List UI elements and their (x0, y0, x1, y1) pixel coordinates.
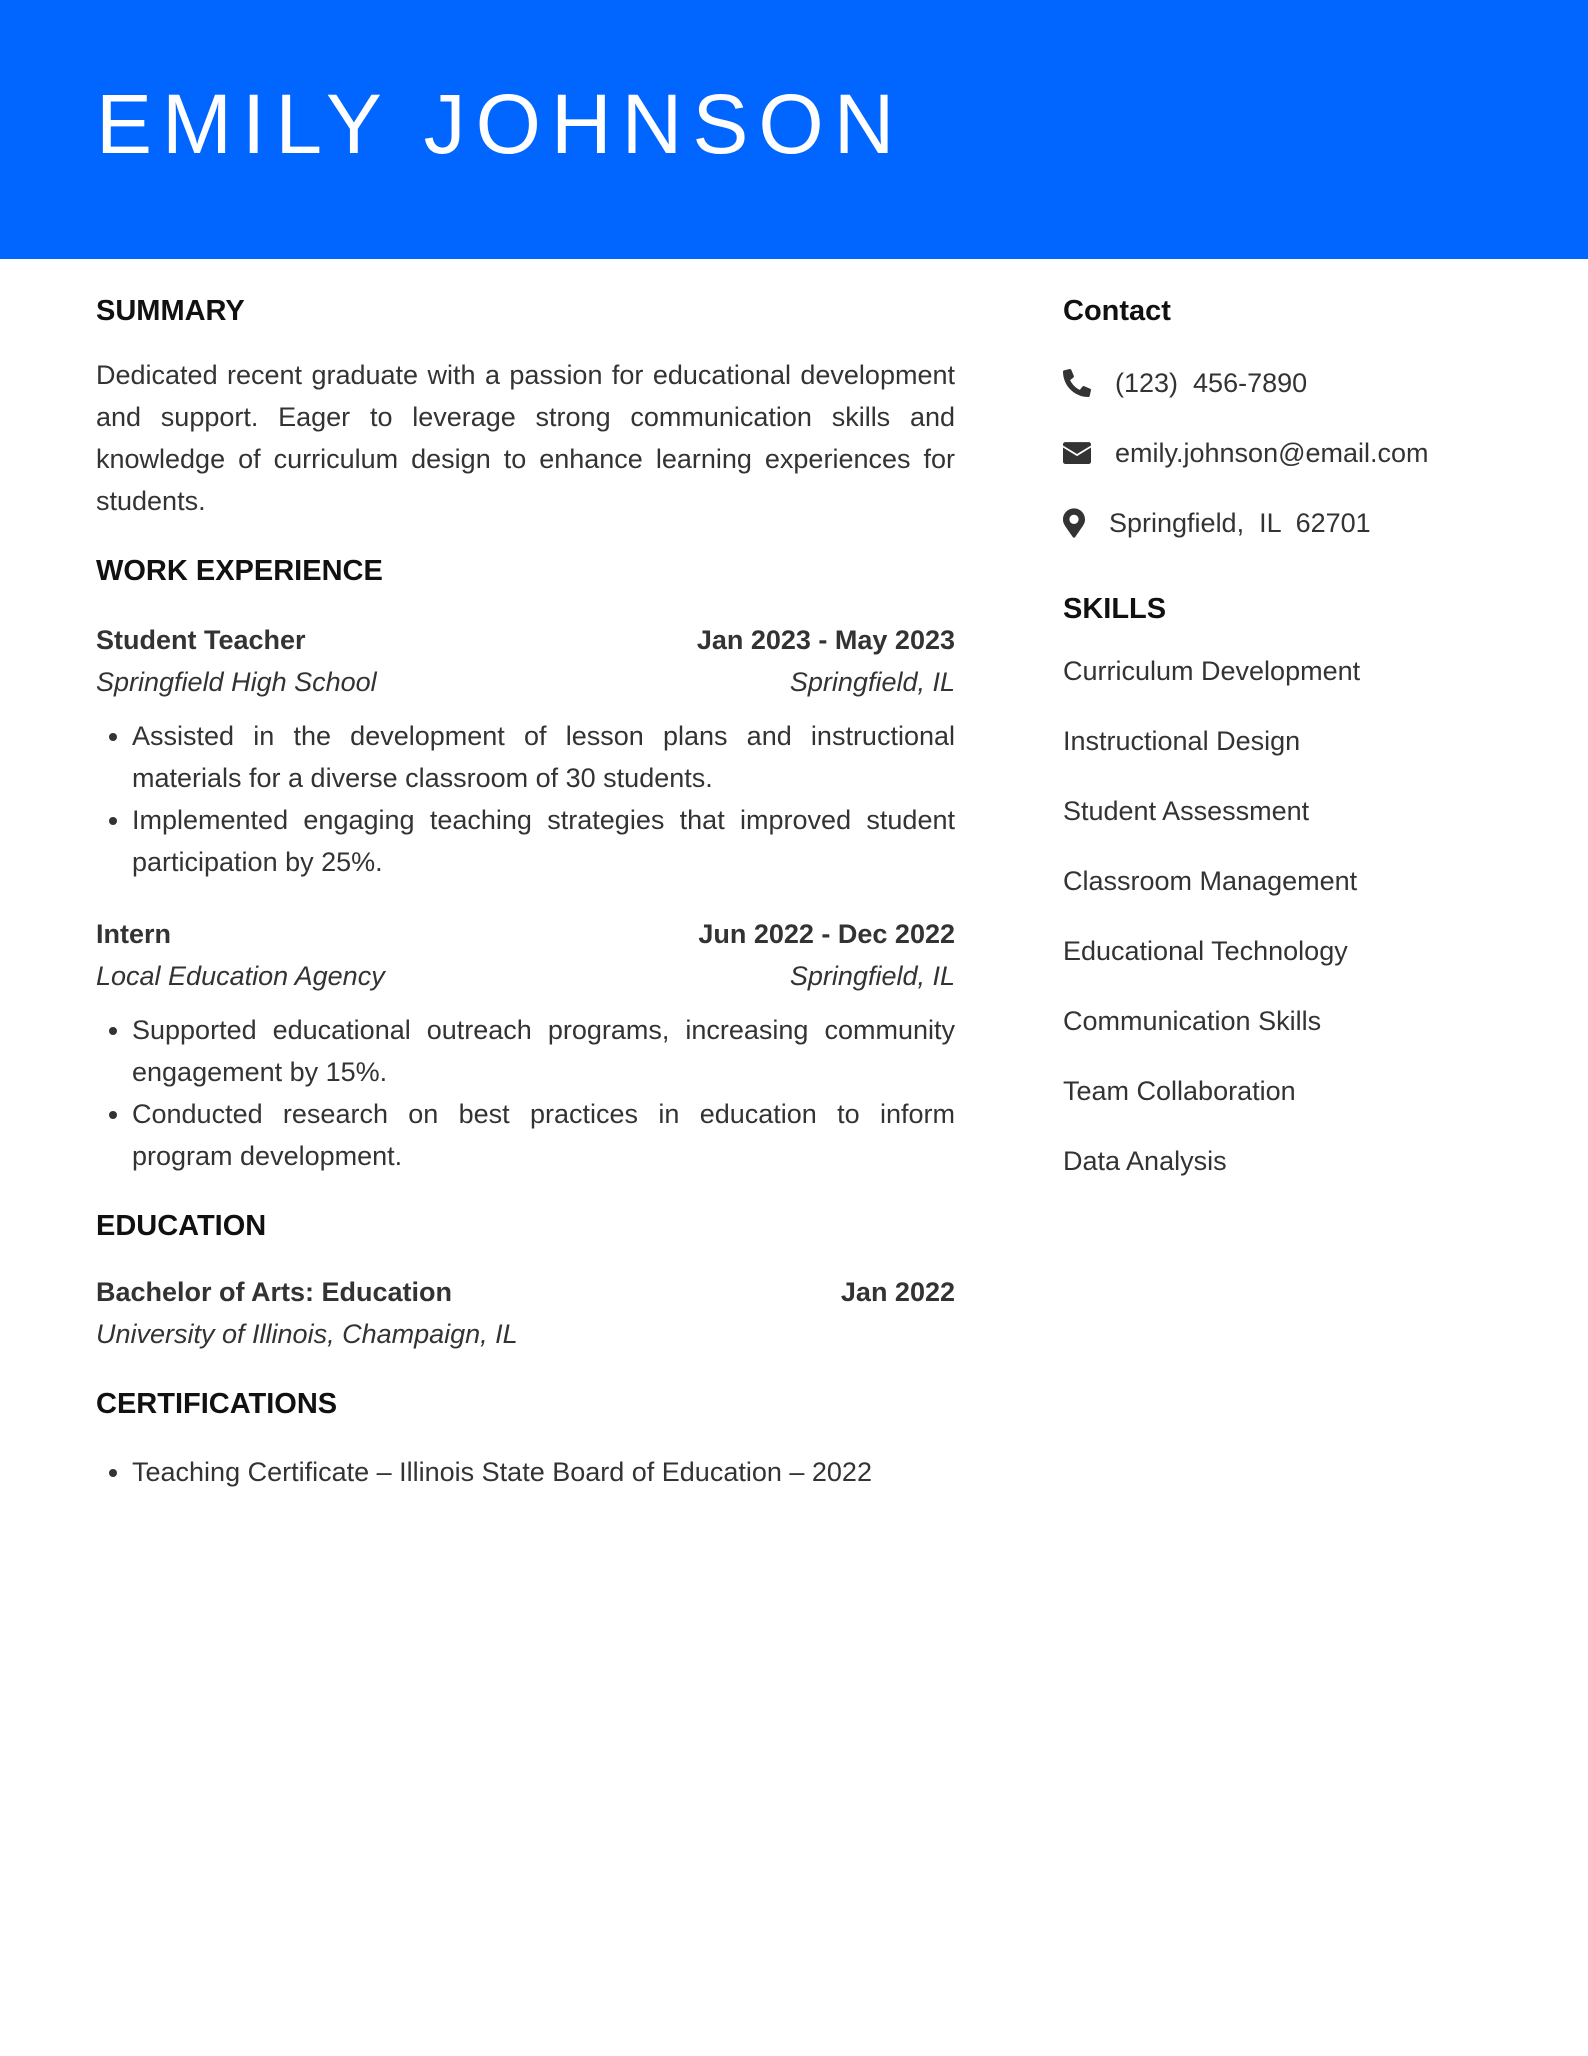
job-bullet: • Implemented engaging teaching strategies that improved student participation by 25%. (132, 799, 955, 883)
certifications-section (96, 1383, 955, 1493)
education-entry (96, 1271, 955, 1355)
job-bullet: • Assisted in the development of lesson plans and instructional materials for a diverse classroom of 30 students. (132, 715, 955, 799)
skill-item: Student Assessment (1063, 796, 1310, 826)
candidate-name: EMILY JOHNSON (96, 77, 905, 171)
job-role: Student Teacher (96, 625, 306, 655)
skill-item: Educational Technology (1063, 936, 1348, 966)
degree: Bachelor of Arts: Education (96, 1277, 453, 1307)
certifications-heading: CERTIFICATIONS (96, 1388, 338, 1420)
email-address: emily.johnson@email.com (1115, 437, 1429, 468)
job-role: Intern (96, 919, 172, 949)
work-experience-heading: WORK EXPERIENCE (96, 555, 383, 587)
work-experience-section (96, 550, 955, 1177)
skill-item: Team Collaboration (1063, 1076, 1296, 1106)
summary-heading: SUMMARY (96, 295, 245, 327)
education-heading: EDUCATION (96, 1210, 267, 1242)
education-section (96, 1205, 955, 1355)
contact-heading: Contact (1063, 295, 1171, 327)
job-bullets (96, 715, 955, 883)
sidebar-column (1063, 290, 1503, 1210)
job-bullets (96, 1009, 955, 1177)
contact-email (1063, 432, 1503, 474)
job-entry (96, 619, 955, 883)
main-column (96, 290, 955, 1493)
phone-icon (1063, 369, 1101, 397)
job-bullet: • Conducted research on best practices in education to inform program development. (132, 1093, 955, 1177)
education-date: Jan 2022 (840, 1277, 955, 1307)
skills-heading: SKILLS (1063, 593, 1167, 625)
skill-item: Communication Skills (1063, 1006, 1322, 1036)
contact-section (1063, 290, 1503, 544)
summary-text: Dedicated recent graduate with a passion for educational development and support. Eager to leverage strong communication skills and knowledge of curriculum design to enhance learning experiences for students. (96, 360, 955, 516)
contact-phone (1063, 362, 1503, 404)
job-entry (96, 913, 955, 1177)
header-banner (0, 0, 1588, 259)
job-location: Springfield, IL (789, 961, 955, 991)
map-pin-icon (1063, 508, 1101, 538)
skills-section (1063, 588, 1503, 1182)
summary-section (96, 290, 955, 522)
skill-item: Curriculum Development (1063, 656, 1361, 686)
location-text: Springfield, IL 62701 (1109, 507, 1371, 538)
job-organization: Local Education Agency (96, 961, 385, 991)
phone-number: (123) 456-7890 (1115, 367, 1308, 398)
envelope-icon (1063, 441, 1101, 465)
certification-item: • Teaching Certificate – Illinois State Board of Education – 2022 (132, 1451, 955, 1493)
job-organization: Springfield High School (96, 667, 377, 697)
certification-list (96, 1451, 955, 1493)
skill-item: Classroom Management (1063, 866, 1358, 896)
skill-item: Instructional Design (1063, 726, 1301, 756)
job-dates: Jan 2023 - May 2023 (696, 625, 955, 655)
job-bullet: • Supported educational outreach programs, increasing community engagement by 15%. (132, 1009, 955, 1093)
job-dates: Jun 2022 - Dec 2022 (698, 919, 955, 949)
job-location: Springfield, IL (789, 667, 955, 697)
contact-location (1063, 502, 1503, 544)
skill-item: Data Analysis (1063, 1146, 1227, 1176)
school: University of Illinois, Champaign, IL (96, 1319, 518, 1349)
